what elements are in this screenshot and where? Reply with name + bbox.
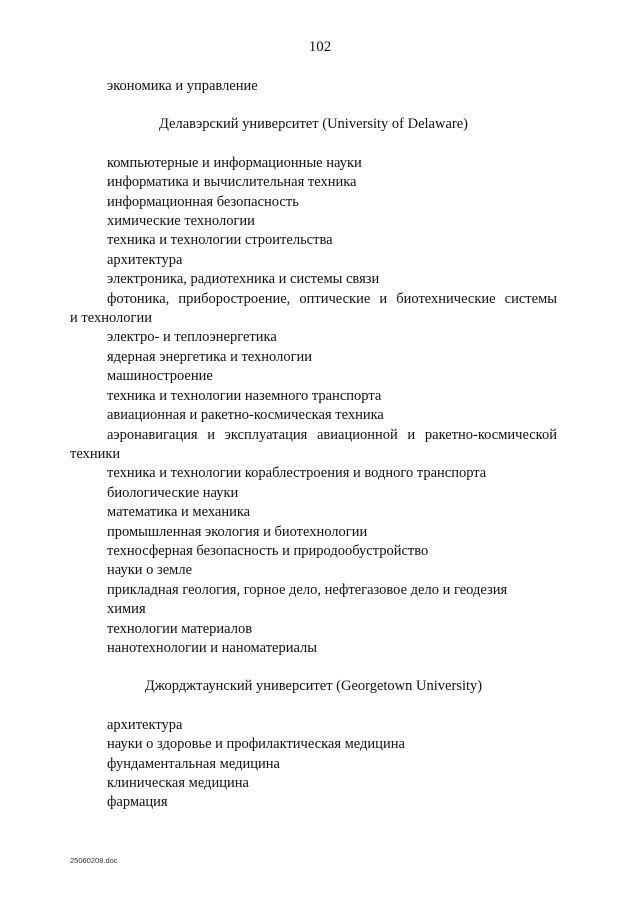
list-item: электро- и теплоэнергетика <box>107 329 277 346</box>
list-item-continuation: техники <box>70 445 121 462</box>
list-item: нанотехнологии и наноматериалы <box>107 639 318 656</box>
list-item: химические технологии <box>107 213 255 230</box>
document-filename-footer: 25060208.doc <box>70 856 118 865</box>
list-item: биологические науки <box>107 484 239 501</box>
list-item: архитектура <box>107 716 183 733</box>
list-item: ядерная энергетика и технологии <box>107 348 313 365</box>
list-item: информатика и вычислительная техника <box>107 174 357 191</box>
list-item: электроника, радиотехника и системы связи <box>107 271 380 288</box>
list-item: авиационная и ракетно-космическая техника <box>107 407 384 424</box>
georgetown-specialties-list <box>70 716 557 813</box>
list-item: информационная безопасность <box>107 193 299 210</box>
list-item: техника и технологии наземного транспорта <box>107 387 382 404</box>
list-item: экономика и управление <box>107 78 258 94</box>
list-item: прикладная геология, горное дело, нефтегазовое дело и геодезия <box>107 581 508 598</box>
list-item: науки о здоровье и профилактическая медицина <box>107 736 405 753</box>
list-item: математика и механика <box>107 504 251 521</box>
document-body <box>70 77 557 813</box>
list-item: фармация <box>107 794 168 811</box>
list-item-wrapped-start: фотоника, приборостроение, оптические и биотехнические системы <box>107 290 557 307</box>
page-number: 102 <box>308 39 332 55</box>
list-item-continuation: и технологии <box>70 310 152 327</box>
list-item: промышленная экология и биотехнологии <box>107 523 368 540</box>
section-heading-delaware: Делавэрский университет (University of Delaware) <box>158 116 468 133</box>
list-item: техника и технологии кораблестроения и водного транспорта <box>107 465 487 482</box>
list-item: архитектура <box>107 251 183 268</box>
list-item: фундаментальная медицина <box>107 755 280 772</box>
list-item-wrapped-start: аэронавигация и эксплуатация авиационной и ракетно-космической <box>107 426 557 443</box>
list-item: химия <box>107 601 146 618</box>
list-item: науки о земле <box>107 562 193 579</box>
section-heading-georgetown: Джорджтаунский университет (Georgetown University) <box>144 678 483 695</box>
list-item: технологии материалов <box>107 620 253 637</box>
list-item: машиностроение <box>107 368 213 385</box>
list-item: техника и технологии строительства <box>107 232 333 249</box>
list-item: клиническая медицина <box>107 775 249 791</box>
list-item: техносферная безопасность и природообустройство <box>107 542 429 559</box>
list-item: компьютерные и информационные науки <box>107 154 362 171</box>
delaware-specialties-list <box>70 154 557 659</box>
